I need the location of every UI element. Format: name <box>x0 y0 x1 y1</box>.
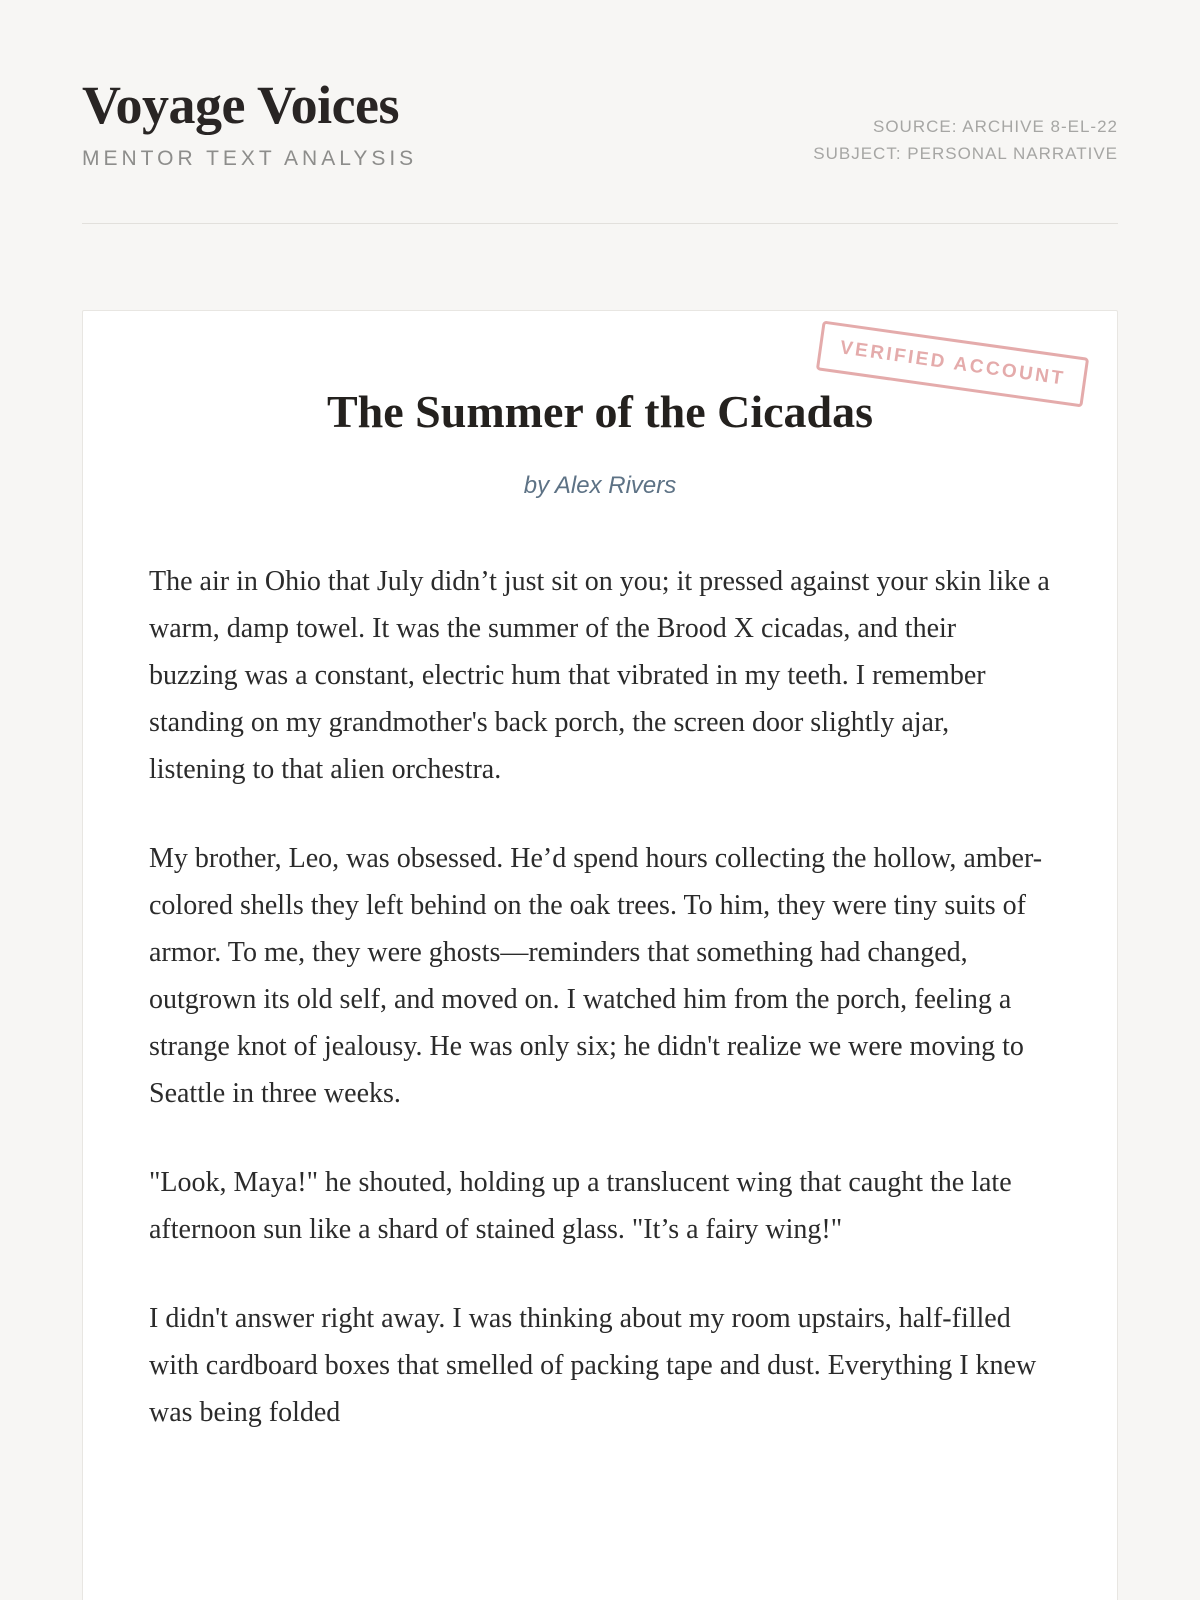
article-paragraph: The air in Ohio that July didn’t just sit on you; it pressed against your skin like a warm, damp towel. It was the summer of the Brood X cicadas, and their buzzing was a constant, electric hum that vibrated in my teeth. I remember standing on my grandmother's back porch, the screen door slightly ajar, listening to that alien orchestra. <box>149 566 1050 786</box>
article-paragraph: "Look, Maya!" he shouted, holding up a translucent wing that caught the late afternoon sun like a shard of stained glass. "It’s a fairy wing!" <box>149 1167 1012 1246</box>
brand-block <box>82 75 418 170</box>
article-byline: by Alex Rivers <box>523 472 677 499</box>
verified-stamp: VERIFIED ACCOUNT <box>816 321 1090 408</box>
page-header <box>0 0 1200 169</box>
article-title: The Summer of the Cicadas <box>326 386 874 437</box>
header-divider <box>82 223 1118 224</box>
header-meta <box>813 114 1118 169</box>
article-body <box>149 558 1051 1437</box>
article-card <box>82 310 1118 1600</box>
brand-title: Voyage Voices <box>82 75 400 135</box>
brand-subtitle: MENTOR TEXT ANALYSIS <box>82 147 418 170</box>
article-paragraph: My brother, Leo, was obsessed. He’d spend hours collecting the hollow, amber-colored shells they left behind on the oak trees. To him, they were tiny suits of armor. To me, they were ghosts—reminders that something had changed, outgrown its old self, and moved on. I watched him from the porch, feeling a strange knot of jealousy. He was only six; he didn't realize we were moving to Seattle in three weeks. <box>149 843 1043 1110</box>
article-paragraph: I didn't answer right away. I was thinking about my room upstairs, half-filled with cardboard boxes that smelled of packing tape and dust. Everything I knew was being folded <box>149 1303 1037 1429</box>
subject-label: SUBJECT: PERSONAL NARRATIVE <box>813 143 1118 163</box>
source-label: SOURCE: ARCHIVE 8-EL-22 <box>872 117 1118 137</box>
